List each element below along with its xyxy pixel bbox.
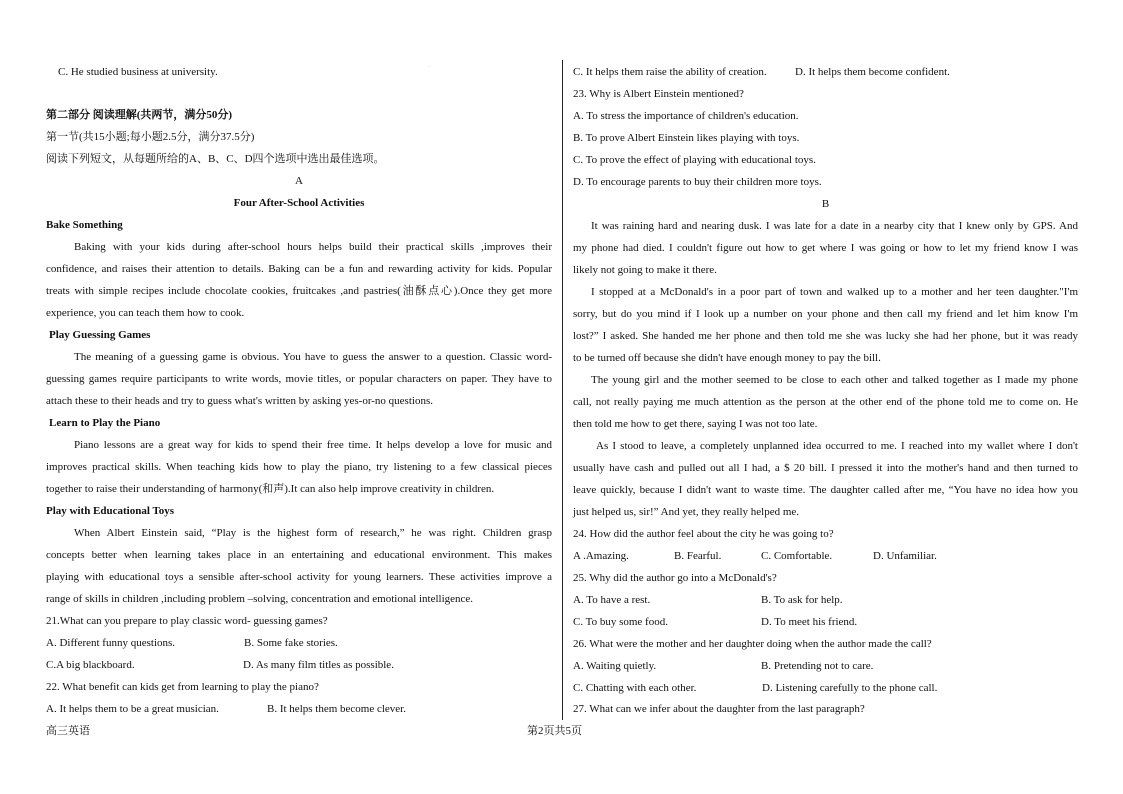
option-22b: B. It helps them become clever. [267, 703, 406, 715]
paragraph-line: my phone had died. I couldn't figure out how to get where I was going or how to let my friend know I was [573, 242, 1078, 254]
option-21d: D. As many film titles as possible. [243, 659, 394, 671]
option-22a: A. It helps them to be a great musician. [46, 703, 219, 715]
part-heading: 第二部分 阅读理解(共两节，满分50分) [46, 109, 233, 121]
question-21: 21.What can you prepare to play classic word- guessing games? [46, 615, 328, 627]
paragraph-line: treats with simple recipes include chocolate cookies, fruitcakes ,and pastries(油酥点心).Once they get more [46, 285, 552, 297]
paragraph-line: confidence, and raises their attention to details. Baking can be a fun and rewarding activity for kids. Popular [46, 263, 552, 275]
option-26b: B. Pretending not to care. [761, 660, 874, 672]
paragraph-line: improves practical skills. When teaching kids how to play the piano, try listening to a few classical pieces [46, 461, 552, 473]
option-24a: A .Amazing. [573, 550, 629, 562]
option-25c: C. To buy some food. [573, 616, 668, 628]
paragraph-line: Baking with your kids during after-school hours helps build their practical skills ,improves their [74, 241, 552, 253]
paragraph-line: leave quickly, because I didn't want to waste time. The daughter called after me, “You have no idea how you [573, 484, 1078, 496]
option-21b: B. Some fake stories. [244, 637, 338, 649]
paragraph-line: When Albert Einstein said, “Play is the highest form of research,” he was right. Children grasp [74, 527, 552, 539]
option-22d: D. It helps them become confident. [795, 66, 950, 78]
paragraph-line: range of skills in children ,including problem –solving, concentration and emotional intelligence. [46, 593, 474, 605]
passage-label-b: B [821, 198, 830, 210]
option-24c: C. Comfortable. [761, 550, 833, 562]
paragraph-line: Piano lessons are a great way for kids to spend their free time. It helps develop a love for music and [74, 439, 552, 451]
heading-bake: Bake Something [46, 219, 123, 231]
section-line: 第一节(共15小题;每小题2.5分，满分37.5分) [46, 131, 255, 143]
question-22: 22. What benefit can kids get from learning to play the piano? [46, 681, 319, 693]
paragraph-line: then told me how to get there, saying I was not too late. [573, 418, 818, 430]
option-21a: A. Different funny questions. [46, 637, 176, 649]
paragraph-line: together to raise their understanding of harmony(和声).It can also help improve creativity in children. [46, 483, 495, 495]
option-c-prev: C. He studied business at university. [58, 66, 218, 78]
paragraph-line: guessing games require participants to write words, movie titles, or popular characters on paper. They have to [46, 373, 552, 385]
paragraph-line: just helped us, sir!” And yet, they really helped me. [573, 506, 800, 518]
heading-toys: Play with Educational Toys [46, 505, 175, 517]
option-23a: A. To stress the importance of children's education. [573, 110, 799, 122]
instruction: 阅读下列短文，从每题所给的A、B、C、D四个选项中选出最佳选项。 [46, 153, 385, 165]
option-21c: C.A big blackboard. [46, 659, 135, 671]
paragraph-line: attach these to their heads and try to guess what's written by asking yes-or-no questions. [46, 395, 433, 407]
paragraph-line: sorry, but do you mind if I look up a number on your phone and then call my friend and let him know I'm [573, 308, 1078, 320]
footer-page-number: 第2页共5页 [527, 725, 582, 737]
paragraph-line: I stopped at a McDonald's in a poor part of town and walked up to a mother and her teen daughter."I'm [591, 286, 1078, 298]
paragraph-line: playing with educational toys a sensible after-school activity for young learners. These activities improve a [46, 571, 552, 583]
option-25b: B. To ask for help. [761, 594, 843, 606]
option-24d: D. Unfamiliar. [873, 550, 937, 562]
question-26: 26. What were the mother and her daughter doing when the author made the call? [573, 638, 932, 650]
paragraph-line: experience, you can teach them how to cook. [46, 307, 245, 319]
paragraph-line: likely not going to make it there. [573, 264, 717, 276]
footer-subject: 高三英语 [46, 725, 90, 737]
paragraph-line: concepts better when learning takes place in an entertaining and educational environment. This makes [46, 549, 552, 561]
paragraph-line: call, not really paying me much attention as the person at the other end of the phone told me to come on. He [573, 396, 1078, 408]
passage-title: Four After-School Activities [233, 197, 365, 209]
option-22c: C. It helps them raise the ability of creation. [573, 66, 767, 78]
option-26a: A. Waiting quietly. [573, 660, 657, 672]
passage-label-a: A [295, 175, 303, 187]
paragraph-line: The young girl and the mother seemed to be close to each other and talked together as I made my phone [591, 374, 1078, 386]
paragraph-line: As I stood to leave, a completely unplanned idea occurred to me. I reached into my wallet where I don't [596, 440, 1078, 452]
option-26d: D. Listening carefully to the phone call. [762, 682, 938, 694]
scan-dot: · [428, 64, 430, 70]
option-23d: D. To encourage parents to buy their children more toys. [573, 176, 822, 188]
option-24b: B. Fearful. [674, 550, 722, 562]
column-divider [562, 60, 563, 720]
option-25d: D. To meet his friend. [761, 616, 858, 628]
paragraph-line: It was raining hard and nearing dusk. I was late for a date in a nearby city that I knew only by GPS. And [591, 220, 1078, 232]
option-25a: A. To have a rest. [573, 594, 651, 606]
paragraph-line: The meaning of a guessing game is obvious. You have to guess the answer to a question. Classic word- [74, 351, 552, 363]
option-26c: C. Chatting with each other. [573, 682, 697, 694]
paragraph-line: usually have cash and pulled out all I had, a $ 20 bill. I pressed it into the mother's hand and then turned to [573, 462, 1078, 474]
heading-piano: Learn to Play the Piano [49, 417, 161, 429]
option-23c: C. To prove the effect of playing with educational toys. [573, 154, 816, 166]
option-23b: B. To prove Albert Einstein likes playing with toys. [573, 132, 800, 144]
question-27: 27. What can we infer about the daughter from the last paragraph? [573, 703, 865, 715]
paragraph-line: lost?” I asked. She handed me her phone and then told me she was lucky she had her phone, but it was ready [573, 330, 1078, 342]
question-23: 23. Why is Albert Einstein mentioned? [573, 88, 744, 100]
question-25: 25. Why did the author go into a McDonald's? [573, 572, 777, 584]
heading-guess: Play Guessing Games [49, 329, 151, 341]
paragraph-line: to be turned off because she didn't have enough money to pay the bill. [573, 352, 881, 364]
question-24: 24. How did the author feel about the city he was going to? [573, 528, 834, 540]
